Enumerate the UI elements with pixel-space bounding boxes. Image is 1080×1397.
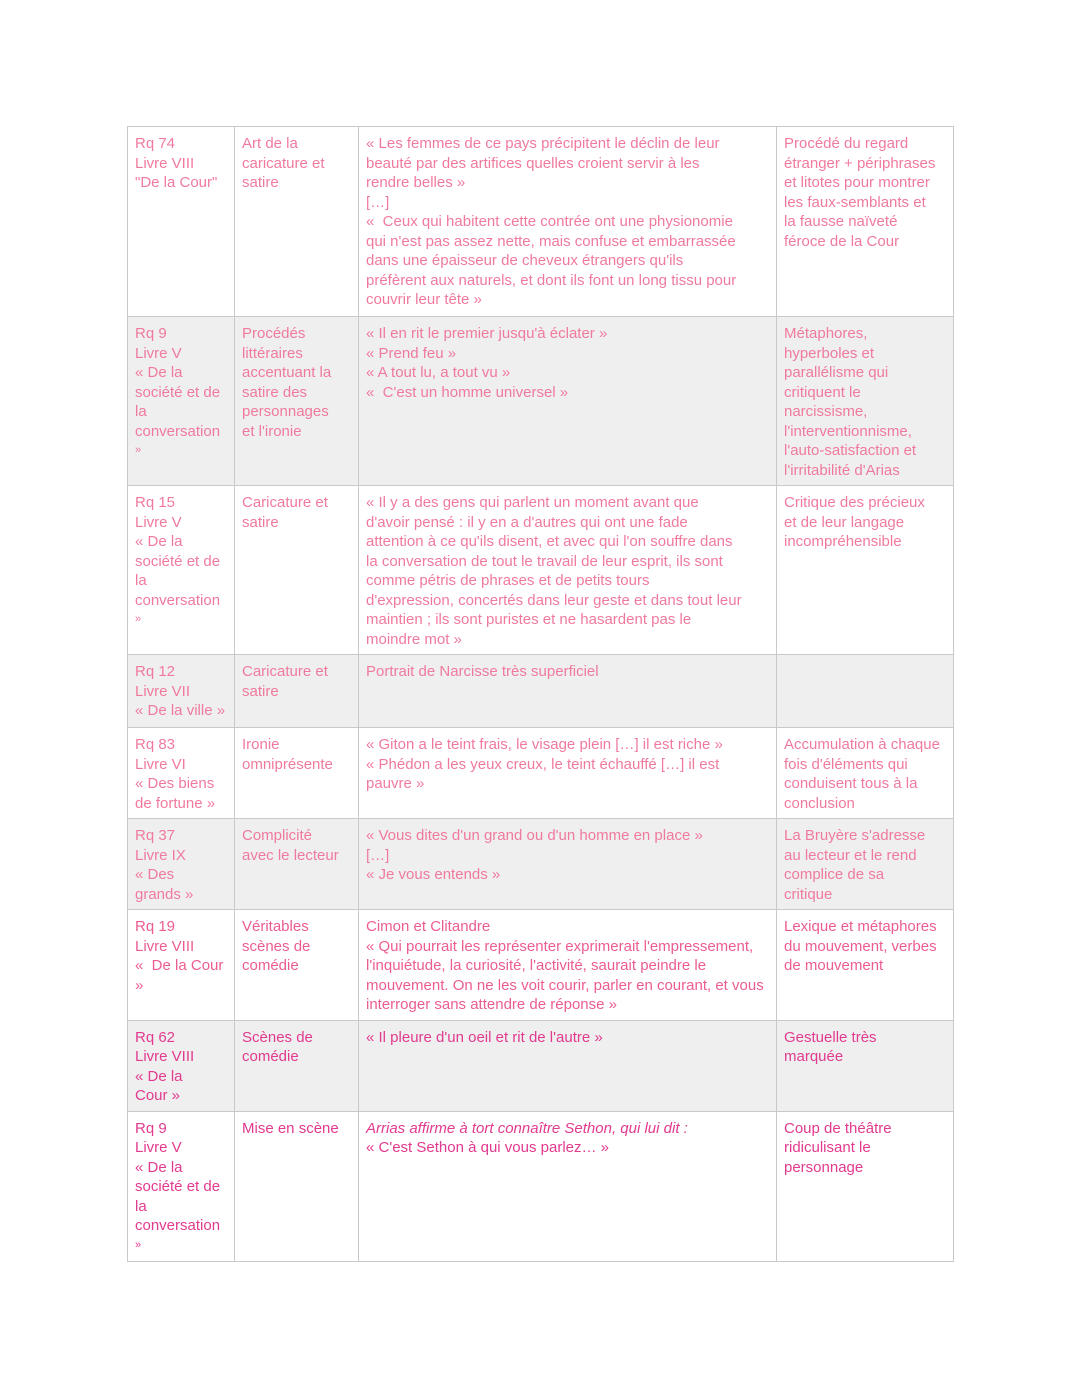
theme-cell: [235, 486, 359, 655]
comment-line: parallélisme qui: [784, 364, 889, 381]
comment-line: incompréhensible: [784, 533, 902, 550]
quotation-line: Portrait de Narcisse très superficiel: [366, 663, 599, 680]
reference-line: Rq 9: [135, 1119, 167, 1137]
table-row: [128, 728, 954, 819]
theme-line: accentuant la: [242, 364, 332, 381]
comment-line: féroce de la Cour: [784, 232, 900, 250]
comment-line: critiquent le: [784, 383, 861, 401]
comment-line: Coup de théâtre: [784, 1119, 892, 1137]
theme-cell: [235, 655, 359, 728]
quotation-line: moindre mot »: [366, 630, 462, 648]
quotation-cell: [359, 655, 777, 728]
notes-table: [127, 126, 954, 1262]
comment-cell: [777, 1020, 954, 1111]
theme-cell: [235, 1020, 359, 1111]
comment-line: et litotes pour montrer: [784, 174, 930, 191]
quotation-cell: [359, 317, 777, 486]
reference-line: de fortune »: [135, 794, 216, 812]
theme-line: avec le lecteur: [242, 846, 339, 864]
comment-line: narcissisme,: [784, 403, 868, 420]
theme-cell: [235, 317, 359, 486]
comment-line: ridiculisant le: [784, 1139, 871, 1156]
reference-line: Rq 9: [135, 325, 167, 342]
reference-cell: [128, 728, 235, 819]
table-row: [128, 655, 954, 728]
quotation-line: « A tout lu, a tout vu »: [366, 364, 511, 381]
theme-line: Procédés: [242, 325, 306, 342]
quotation-cell: [359, 127, 777, 317]
theme-cell: [235, 819, 359, 910]
reference-cell: [128, 486, 235, 655]
reference-line: « Des: [135, 866, 175, 883]
reference-cell: [128, 317, 235, 486]
quotation-line: « Vous dites d'un grand ou d'un homme en place »: [366, 827, 703, 844]
theme-line: Caricature et: [242, 494, 328, 511]
theme-line: Ironie: [242, 736, 280, 753]
theme-line: Art de la: [242, 135, 298, 152]
reference-line: grands »: [135, 885, 194, 903]
reference-line: Livre VII: [135, 682, 191, 700]
quotation-line: « C'est un homme universel »: [366, 383, 569, 401]
theme-line: satire: [242, 682, 279, 700]
reference-line: »: [135, 444, 142, 456]
reference-line: Rq 62: [135, 1028, 176, 1046]
table-row: [128, 486, 954, 655]
quotation-line: « Il y a des gens qui parlent un moment avant que: [366, 494, 699, 511]
theme-line: Caricature et: [242, 663, 328, 680]
reference-line: Livre VIII: [135, 154, 195, 172]
reference-cell: [128, 819, 235, 910]
quotation-line: comme pétris de phrases et de petits tours: [366, 572, 650, 589]
reference-line: Rq 74: [135, 135, 176, 152]
quotation-line: attention à ce qu'ils disent, et avec qui l'on souffre dans: [366, 533, 733, 550]
comment-line: l'interventionnisme,: [784, 422, 912, 440]
quotation-cell: [359, 1111, 777, 1261]
theme-line: satire: [242, 174, 279, 191]
quotation-line: […]: [366, 846, 390, 864]
table-row: [128, 819, 954, 910]
comment-line: la fausse naïveté: [784, 213, 898, 230]
reference-line: « De la: [135, 1067, 183, 1085]
reference-line: "De la Cour": [135, 174, 218, 191]
reference-line: société et de: [135, 552, 221, 570]
quotation-line: l'inquiétude, la curiosité, l'activité, saurait peindre le: [366, 957, 707, 974]
reference-line: société et de: [135, 1178, 221, 1195]
comment-line: critique: [784, 885, 833, 903]
table-row: [128, 127, 954, 317]
quotation-line: « Giton a le teint frais, le visage plein […] il est riche »: [366, 736, 723, 753]
quotation-cell: [359, 486, 777, 655]
comment-line: au lecteur et le rend: [784, 846, 917, 864]
comment-cell: [777, 819, 954, 910]
reference-cell: [128, 910, 235, 1021]
reference-cell: [128, 127, 235, 317]
reference-line: Cour »: [135, 1087, 181, 1104]
comment-line: de mouvement: [784, 957, 884, 974]
quotation-cell: [359, 910, 777, 1021]
reference-line: « De la: [135, 533, 183, 550]
comment-line: Lexique et métaphores: [784, 918, 937, 935]
reference-line: Rq 19: [135, 918, 176, 935]
reference-line: « De la Cour »: [135, 957, 228, 994]
comment-cell: [777, 127, 954, 317]
comment-line: marquée: [784, 1048, 844, 1065]
reference-line: société et de: [135, 383, 221, 401]
reference-line: « De la: [135, 1158, 183, 1176]
table-row: [128, 1111, 954, 1261]
quotation-line: qui n'est pas assez nette, mais confuse et embarrassée: [366, 232, 736, 250]
comment-line: et de leur langage: [784, 513, 905, 531]
reference-line: conversation: [135, 1217, 221, 1234]
reference-cell: [128, 1111, 235, 1261]
comment-cell: [777, 655, 954, 728]
theme-line: comédie: [242, 957, 299, 974]
quotation-line: « Qui pourrait les représenter exprimerait l'empressement,: [366, 937, 754, 955]
quotation-line: « C'est Sethon à qui vous parlez… »: [366, 1139, 610, 1156]
quotation-line: couvrir leur tête »: [366, 291, 482, 308]
quotation-line: « Prend feu »: [366, 344, 457, 362]
theme-line: Complicité: [242, 827, 313, 844]
comment-line: La Bruyère s'adresse: [784, 827, 926, 844]
reference-line: « De la ville »: [135, 702, 226, 719]
quotation-line: Cimon et Clitandre: [366, 918, 491, 935]
reference-line: Rq 37: [135, 827, 176, 844]
quotation-line: beauté par des artifices quelles croient servir à les: [366, 154, 700, 172]
notes-table-body: [128, 127, 954, 1262]
quotation-cell: [359, 1020, 777, 1111]
quotation-line: maintien ; ils sont puristes et ne hasardent pas le: [366, 611, 692, 628]
quotation-line: « Les femmes de ce pays précipitent le déclin de leur: [366, 135, 720, 152]
quotation-line: préfèrent aux naturels, et dont ils font un long tissu pour: [366, 271, 737, 289]
quotation-line: d'expression, concertés dans leur geste et dans tout leur: [366, 591, 742, 609]
comment-line: l'auto-satisfaction et: [784, 442, 917, 459]
reference-line: « Des biens: [135, 775, 215, 792]
comment-cell: [777, 317, 954, 486]
reference-line: la: [135, 572, 147, 589]
comment-line: hyperboles et: [784, 344, 875, 362]
theme-line: caricature et: [242, 154, 325, 172]
reference-line: Livre V: [135, 513, 182, 531]
comment-line: personnage: [784, 1158, 864, 1176]
quotation-line: la conversation de tout le travail de leur esprit, ils sont: [366, 552, 723, 570]
comment-cell: [777, 486, 954, 655]
theme-line: et l'ironie: [242, 422, 302, 440]
comment-cell: [777, 1111, 954, 1261]
reference-line: Livre V: [135, 344, 182, 362]
comment-line: Accumulation à chaque: [784, 736, 940, 753]
quotation-cell: [359, 728, 777, 819]
reference-line: Rq 83: [135, 736, 176, 753]
quotation-line: d'avoir pensé : il y en a d'autres qui ont une fade: [366, 513, 688, 531]
comment-cell: [777, 910, 954, 1021]
quotation-line: « Il en rit le premier jusqu'à éclater »: [366, 325, 608, 342]
reference-line: la: [135, 403, 147, 420]
reference-cell: [128, 655, 235, 728]
reference-line: « De la: [135, 364, 183, 381]
reference-line: Livre VIII: [135, 937, 195, 955]
quotation-cell: [359, 819, 777, 910]
quotation-line: rendre belles »: [366, 174, 466, 191]
comment-line: les faux-semblants et: [784, 193, 926, 211]
reference-line: conversation: [135, 591, 221, 609]
reference-line: Livre V: [135, 1139, 182, 1156]
comment-line: Métaphores,: [784, 325, 868, 342]
reference-line: la: [135, 1197, 147, 1215]
theme-line: omniprésente: [242, 755, 333, 773]
theme-line: Véritables: [242, 918, 309, 935]
comment-line: conduisent tous à la: [784, 775, 918, 792]
reference-line: Livre VI: [135, 755, 186, 773]
comment-line: l'irritabilité d'Arias: [784, 461, 900, 479]
quotation-line: « Phédon a les yeux creux, le teint échauffé […] il est pauvre »: [366, 755, 724, 792]
quotation-line: […]: [366, 193, 390, 211]
reference-line: Livre VIII: [135, 1048, 195, 1065]
reference-cell: [128, 1020, 235, 1111]
comment-line: Gestuelle très: [784, 1028, 877, 1046]
theme-line: scènes de: [242, 937, 311, 955]
reference-line: conversation: [135, 422, 221, 440]
quotation-line: « Il pleure d'un oeil et rit de l'autre »: [366, 1028, 603, 1046]
reference-line: Rq 15: [135, 494, 176, 511]
table-row: [128, 910, 954, 1021]
quotation-line: interroger sans attendre de réponse »: [366, 996, 617, 1013]
reference-line: »: [135, 613, 142, 625]
comment-line: fois d'éléments qui: [784, 755, 908, 773]
quotation-line: « Je vous entends »: [366, 866, 501, 883]
theme-line: Scènes de: [242, 1028, 313, 1046]
theme-line: personnages: [242, 403, 329, 420]
comment-cell: [777, 728, 954, 819]
theme-line: Mise en scène: [242, 1119, 339, 1137]
comment-line: du mouvement, verbes: [784, 937, 937, 955]
theme-line: satire des: [242, 383, 308, 401]
theme-line: comédie: [242, 1048, 299, 1065]
reference-line: Livre IX: [135, 846, 186, 864]
comment-line: Procédé du regard: [784, 135, 909, 152]
reference-line: Rq 12: [135, 663, 176, 680]
quotation-line: mouvement. On ne les voit courir, parler en courant, et vous: [366, 976, 764, 994]
quotation-line: dans une épaisseur de cheveux étrangers qu'ils: [366, 252, 684, 269]
comment-line: complice de sa: [784, 866, 885, 883]
theme-cell: [235, 1111, 359, 1261]
theme-line: satire: [242, 513, 279, 531]
theme-line: littéraires: [242, 344, 303, 362]
comment-line: Critique des précieux: [784, 494, 925, 511]
theme-cell: [235, 127, 359, 317]
reference-line: »: [135, 1238, 142, 1251]
quotation-intro: Arrias affirme à tort connaître Sethon, qui lui dit :: [366, 1119, 688, 1137]
theme-cell: [235, 910, 359, 1021]
quotation-line: « Ceux qui habitent cette contrée ont une physionomie: [366, 213, 733, 230]
comment-line: étranger + périphrases: [784, 154, 936, 172]
comment-line: conclusion: [784, 794, 855, 812]
table-row: [128, 317, 954, 486]
table-row: [128, 1020, 954, 1111]
theme-cell: [235, 728, 359, 819]
